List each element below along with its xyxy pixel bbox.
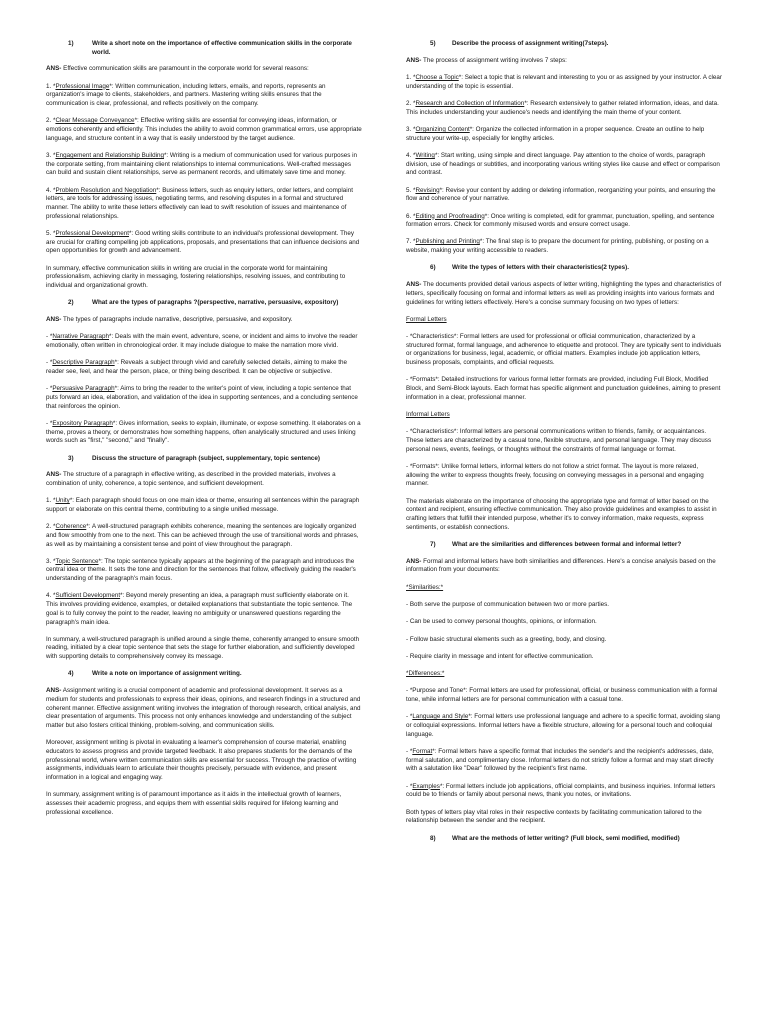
answer-text: Effective communication skills are paramount in the corporate world for several reasons: xyxy=(61,65,309,73)
list-item xyxy=(406,213,722,230)
item-prefix: - * xyxy=(406,713,413,721)
list-item xyxy=(46,420,362,446)
question-number: 4) xyxy=(68,670,74,678)
item-prefix: - * xyxy=(46,385,53,393)
question-text: What are the types of paragraphs ?(perspective, narrative, persuasive, expository) xyxy=(92,299,339,307)
item-prefix: - * xyxy=(46,359,53,367)
list-item xyxy=(46,558,362,584)
item-term: Descriptive Paragraph xyxy=(52,359,115,367)
item-text: *: Start writing, using simple and direct language. Pay attention to the choice of words, paragraph division, use of headings or subtitles, and incorporating various writing styles like cause and effect or comparison and contrast. xyxy=(406,151,720,177)
question-heading xyxy=(406,541,722,550)
question-text: Write a note on importance of assignment writing. xyxy=(92,670,242,678)
question-heading xyxy=(406,40,722,49)
item-text: *: Formal letters have a specific format that includes the sender's and the recipient's addresses, date, formal salutation, and complimentary close. Informal letters do not strictly follow a format and may start directly with a salutation like "Dear" followed by the recipient's first name. xyxy=(406,747,714,773)
item-text: *: Business letters, such as enquiry letters, order letters, and complaint letters, are tools for addressing issues, negotiating terms, and resolving disputes in a formal and structured manner. The ability to write these letters effectively can lead to swift resolution of issues and maintenance of professional relationships. xyxy=(46,186,353,220)
body-paragraph: The materials elaborate on the importance of choosing the appropriate type and format of letter based on the context and recipient, ensuring effective communication. They also provide guidelines and examples to assist in crafting letters that fulfill their intended purpose, whether it's to convey information, make requests, express sentiments, or establish connections. xyxy=(406,497,717,531)
question-number: 5) xyxy=(430,40,436,47)
item-term: Revising xyxy=(415,186,440,194)
body-paragraph: - Require clarity in message and intent for effective communication. xyxy=(406,652,594,660)
item-term: Examples xyxy=(412,782,440,790)
answer-label: ANS- xyxy=(46,315,62,323)
answer-paragraph xyxy=(46,471,362,488)
item-text: *: Each paragraph should focus on one main idea or theme, ensuring all sentences within the paragraph support or elaborate on this central theme, contributing to a single unified message. xyxy=(46,497,360,513)
question-heading xyxy=(46,670,362,679)
item-text: *: Effective writing skills are essential for conveying ideas, information, or emotions coherently and efficiently. This includes the ability to avoid common grammatical errors, use appropriate language, and structure content in a way that is easily understood by the target audience. xyxy=(46,117,362,142)
answer-text: The structure of a paragraph in effective writing, as described in the provided materials, involves a combination of unity, coherence, a topic sentence, and sufficient development. xyxy=(46,471,336,487)
list-item xyxy=(406,748,722,774)
item-prefix: 4. * xyxy=(406,151,416,159)
item-prefix: 1. * xyxy=(406,73,416,81)
answer-label: ANS- xyxy=(406,281,422,289)
question-number: 7) xyxy=(430,541,436,548)
body-paragraph: Both types of letters play vital roles in their respective contexts by facilitating communication tailored to the relationship between the sender and the recipient. xyxy=(406,808,702,825)
item-text: *: A well-structured paragraph exhibits coherence, meaning the sentences are logically organized and flow smoothly from one to the next. This can be achieved through the use of transitional words and phrases, as well as by maintaining a consistent tense and point of view throughout the paragraph. xyxy=(46,523,359,548)
question-text: Discuss the structure of paragraph (subject, supplementary, topic sentence) xyxy=(92,454,321,462)
list-item xyxy=(406,126,722,143)
list-item xyxy=(46,385,362,411)
item-prefix: 6. * xyxy=(406,212,416,220)
item-term: Narrative Paragraph xyxy=(52,333,110,341)
item-prefix: 3. * xyxy=(406,125,416,133)
item-term: Problem Resolution and Negotiation xyxy=(55,186,157,194)
right-column xyxy=(406,40,722,851)
list-item xyxy=(46,83,362,109)
item-text: *: Revise your content by adding or deleting information, reorganizing your points, and ensuring the flow and coherence of your narrative. xyxy=(406,186,716,203)
question-text: What are the methods of letter writing? (Full block, semi modified, modified) xyxy=(452,834,680,842)
item-term: Choose a Topic xyxy=(415,73,459,81)
item-prefix: 2. * xyxy=(46,117,56,125)
list-item xyxy=(406,152,722,178)
answer-text: Formal and informal letters have both similarities and differences. Here's a concise analysis based on the information from your documents: xyxy=(406,557,716,574)
item-text: *: Select a topic that is relevant and interesting to you or as assigned by your instructor. A clear understanding of the topic is essential. xyxy=(406,73,722,90)
answer-paragraph xyxy=(46,316,362,325)
item-text: *: Written communication, including letters, emails, and reports, represents an organization's image to clients, stakeholders, and partners. Mastering writing skills ensures that the communication is clear, professional, and reflects positively on the company. xyxy=(46,82,326,108)
item-prefix: 2. * xyxy=(46,523,56,531)
answer-text: Assignment writing is a crucial component of academic and professional development. It serves as a medium for students and professionals to express their ideas, opinions, and research findings in a structured and coherent manner. Effective assignment writing involves the integration of thorough research, critical analysis, and clear presentation of arguments. This process not only enhances knowledge and understanding of the subject matter but also fosters critical thinking, problem-solving, and communication skills. xyxy=(46,687,361,729)
list-item xyxy=(406,238,722,255)
list-item xyxy=(46,592,362,627)
section-heading: Formal Letters xyxy=(406,315,447,323)
item-prefix: 2. * xyxy=(406,99,416,107)
body-paragraph: - *Formats*: Detailed instructions for various formal letter formats are provided, including Full Block, Modified Block, and Semi-Block layouts. Each format has specific alignment and punctuation guidelines, aiming to present information in a clear, professional manner. xyxy=(406,376,721,401)
item-text: *: Deals with the main event, adventure, scene, or incident and aims to involve the reader emotionally, often written in chronological order. It may include dialogue to make the narration more vivid. xyxy=(46,333,358,349)
section-heading: *Similarities:* xyxy=(406,583,444,591)
item-term: Topic Sentence xyxy=(55,557,99,565)
item-term: Writing xyxy=(415,151,435,159)
answer-label: ANS- xyxy=(46,687,62,695)
list-item xyxy=(46,117,362,143)
item-term: Engagement and Relationship Building xyxy=(55,151,164,159)
answer-paragraph xyxy=(406,558,722,575)
answer-paragraph xyxy=(406,57,722,66)
answer-paragraph xyxy=(46,687,362,730)
list-item xyxy=(46,523,362,549)
item-text: *: The topic sentence typically appears at the beginning of the paragraph and introduces the central idea or theme. It sets the tone and direction for the sentences that follow, effectively guiding the reader's understanding of the paragraph's main focus. xyxy=(46,557,356,583)
answer-text: The process of assignment writing involves 7 steps: xyxy=(421,56,567,64)
body-paragraph: - Both serve the purpose of communication between two or more parties. xyxy=(406,600,610,608)
item-term: Editing and Proofreading xyxy=(415,212,485,220)
body-paragraph: In summary, a well-structured paragraph is unified around a single theme, coherently arranged to ensure smooth reading, initiated by a clear topic sentence that sets the stage for further elaboration, and sufficiently developed with supporting details to comprehensively convey its message. xyxy=(46,635,360,661)
body-paragraph: - *Characteristics*: Informal letters are personal communications written to friends, family, or acquaintances. These letters are characterized by a casual tone, flexible structure, and personal language. They may discuss personal news, events, feelings, or thoughts without the constraints of formal language or format. xyxy=(406,428,712,453)
item-term: Expository Paragraph xyxy=(52,419,113,427)
question-text: Write a short note on the importance of effective communication skills in the corporate world. xyxy=(92,40,352,56)
list-item xyxy=(406,783,722,800)
list-item xyxy=(406,74,722,91)
body-paragraph: - *Characteristics*: Formal letters are used for professional or official communication, characterized by a structured format, formal language, and adherence to etiquette and protocol. They are typically sent to individuals or organizations for business, legal, academic, or official matters. Examples include job application letters, business proposals, complaints, and official requests. xyxy=(406,333,722,367)
answer-paragraph xyxy=(406,281,722,307)
body-paragraph: Moreover, assignment writing is pivotal in evaluating a learner's comprehension of course material, enabling educators to assess progress and provide targeted feedback. It also prepares students for the demands of the professional world, where written communication skills are essential for success. Through the practice of writing assignments, individuals learn to articulate their thoughts precisely, persuade with evidence, and present information in a logical and engaging way. xyxy=(46,739,357,781)
item-term: Coherence xyxy=(55,523,87,531)
item-prefix: 3. * xyxy=(46,151,56,159)
item-text: *: Formal letters use professional language and adhere to a specific format, avoiding slang or colloquial expressions. Informal letters have a flexible structure, allowing for a personal touch and colloquial language. xyxy=(406,713,721,738)
question-number: 1) xyxy=(68,40,74,47)
answer-label: ANS- xyxy=(46,65,62,73)
item-term: Format xyxy=(412,747,433,755)
item-text: *: Writing is a medium of communication used for various purposes in the corporate setting, from maintaining client relationships to internal communications. Well-crafted messages can build and sustain client relationships, serve as permanent records, and ultimately save time and money. xyxy=(46,151,358,177)
list-item xyxy=(406,187,722,204)
answer-label: ANS- xyxy=(406,557,422,565)
list-item xyxy=(46,359,362,376)
item-prefix: 5. * xyxy=(406,186,416,194)
item-prefix: 4. * xyxy=(46,186,56,194)
body-paragraph: - *Purpose and Tone*: Formal letters are used for professional, official, or business communication with a formal tone, while informal letters are for personal communication with a casual tone. xyxy=(406,687,718,704)
question-number: 6) xyxy=(430,264,436,272)
body-paragraph: - *Formats*: Unlike formal letters, informal letters do not follow a strict format. The layout is more relaxed, allowing the writer to express thoughts freely, focusing on conveying messages in a personal and engaging manner. xyxy=(406,463,704,488)
item-prefix: - * xyxy=(46,333,53,341)
item-term: Persuasive Paragraph xyxy=(52,385,115,393)
question-number: 2) xyxy=(68,299,74,307)
item-term: Unity xyxy=(55,497,70,505)
item-prefix: 5. * xyxy=(46,229,56,237)
list-item xyxy=(46,333,362,350)
left-column xyxy=(46,40,362,826)
item-text: *: Reveals a subject through vivid and carefully selected details, aiming to make the reader see, feel, and hear the person, place, or thing being described. It can be objective or subjective. xyxy=(46,359,348,375)
item-text: *: Organize the collected information in a proper sequence. Create an outline to help structure your write-up, especially for lengthy articles. xyxy=(406,125,705,142)
list-item xyxy=(406,713,722,739)
list-item xyxy=(406,100,722,117)
item-term: Organizing Content xyxy=(415,125,470,133)
item-prefix: - * xyxy=(406,747,413,755)
item-prefix: 7. * xyxy=(406,238,416,246)
item-prefix: 3. * xyxy=(46,557,56,565)
answer-label: ANS- xyxy=(406,56,422,64)
item-text: *: Formal letters include job applications, official complaints, and business inquiries. Informal letters could be to friends or family about personal news, thank you notes, or invitations. xyxy=(406,782,716,799)
answer-text: The documents provided detail various aspects of letter writing, highlighting the types and characteristics of letters, specifically focusing on formal and informal letters as well as providing insights into various formats and guidelines for writing letters effectively. Here's a concise summary focusing on two types of letters: xyxy=(406,281,722,306)
section-heading: *Differences:* xyxy=(406,670,445,678)
question-number: 8) xyxy=(430,834,436,842)
item-term: Professional Development xyxy=(55,229,129,237)
item-text: *: Gives information, seeks to explain, illuminate, or expose something. It elaborates on a theme, proves a theory, or demonstrates how something happens, often analytically structured and uses linking words such as "first," "second," and "finally". xyxy=(46,419,361,445)
body-paragraph: - Follow basic structural elements such as a greeting, body, and closing. xyxy=(406,635,607,643)
answer-label: ANS- xyxy=(46,471,62,479)
question-heading xyxy=(46,299,362,308)
item-prefix: 1. * xyxy=(46,497,56,505)
list-item xyxy=(46,187,362,222)
question-heading xyxy=(406,835,722,844)
question-number: 3) xyxy=(68,454,74,462)
item-prefix: - * xyxy=(46,419,53,427)
item-term: Professional Image xyxy=(55,82,110,90)
item-prefix: - * xyxy=(406,782,413,790)
item-term: Clear Message Conveyance xyxy=(55,117,135,125)
answer-text: The types of paragraphs include narrative, descriptive, persuasive, and expository. xyxy=(61,315,293,323)
item-term: Publishing and Printing xyxy=(415,238,480,246)
item-text: *: Beyond merely presenting an idea, a paragraph must sufficiently elaborate on it. This involves providing evidence, examples, or detailed explanations that substantiate the topic sentence. The goal is to fully convey the point to the reader, leaving no ambiguity or unanswered questions regarding the paragraph's main idea. xyxy=(46,592,353,626)
item-text: *: Once writing is completed, edit for grammar, punctuation, spelling, and sentence formation errors. Check for commonly misused words and ensure correct usage. xyxy=(406,212,715,229)
item-term: Language and Style xyxy=(412,713,469,721)
list-item xyxy=(46,230,362,256)
question-heading xyxy=(46,455,362,464)
question-text: Write the types of letters with their characteristics(2 types). xyxy=(452,264,629,272)
item-prefix: 1. * xyxy=(46,82,56,90)
question-text: Describe the process of assignment writing(7steps). xyxy=(452,40,609,47)
body-paragraph: - Can be used to convey personal thoughts, opinions, or information. xyxy=(406,618,597,626)
question-heading xyxy=(406,264,722,273)
item-prefix: 4. * xyxy=(46,592,56,600)
item-term: Research and Collection of Information xyxy=(415,99,525,107)
answer-paragraph xyxy=(46,65,362,74)
question-heading xyxy=(46,40,362,57)
item-text: *: Aims to bring the reader to the writer's point of view, including a topic sentence that puts forward an idea, elaboration, and validation of the idea in supporting sentences, and a concluding sentence that reinforces the opinion. xyxy=(46,385,358,410)
item-text: *: Research extensively to gather related information, ideas, and data. This includes understanding your audience's needs and identifying the main theme of your content. xyxy=(406,99,719,116)
body-paragraph: In summary, effective communication skills in writing are crucial in the corporate world for maintaining professionalism, achieving clarity in messaging, fostering relationships, resolving issues, and contributing to individual and organizational growth. xyxy=(46,264,346,289)
list-item xyxy=(46,152,362,178)
item-text: *: Good writing skills contribute to an individual's professional development. They are crucial for crafting compelling job applications, proposals, and presentations that can influence decisions and open opportunities for growth and advancement. xyxy=(46,229,360,255)
item-term: Sufficient Development xyxy=(55,592,121,600)
section-heading: Informal Letters xyxy=(406,411,450,419)
list-item xyxy=(46,497,362,514)
body-paragraph: In summary, assignment writing is of paramount importance as it aids in the intellectual growth of learners, assesses their academic progress, and equips them with essential skills required for lifelong learning and professional excellence. xyxy=(46,791,342,816)
question-text: What are the similarities and differences between formal and informal letter? xyxy=(452,541,682,548)
item-text: *: The final step is to prepare the document for printing, publishing, or posting on a website, making your writing accessible to readers. xyxy=(406,238,709,255)
